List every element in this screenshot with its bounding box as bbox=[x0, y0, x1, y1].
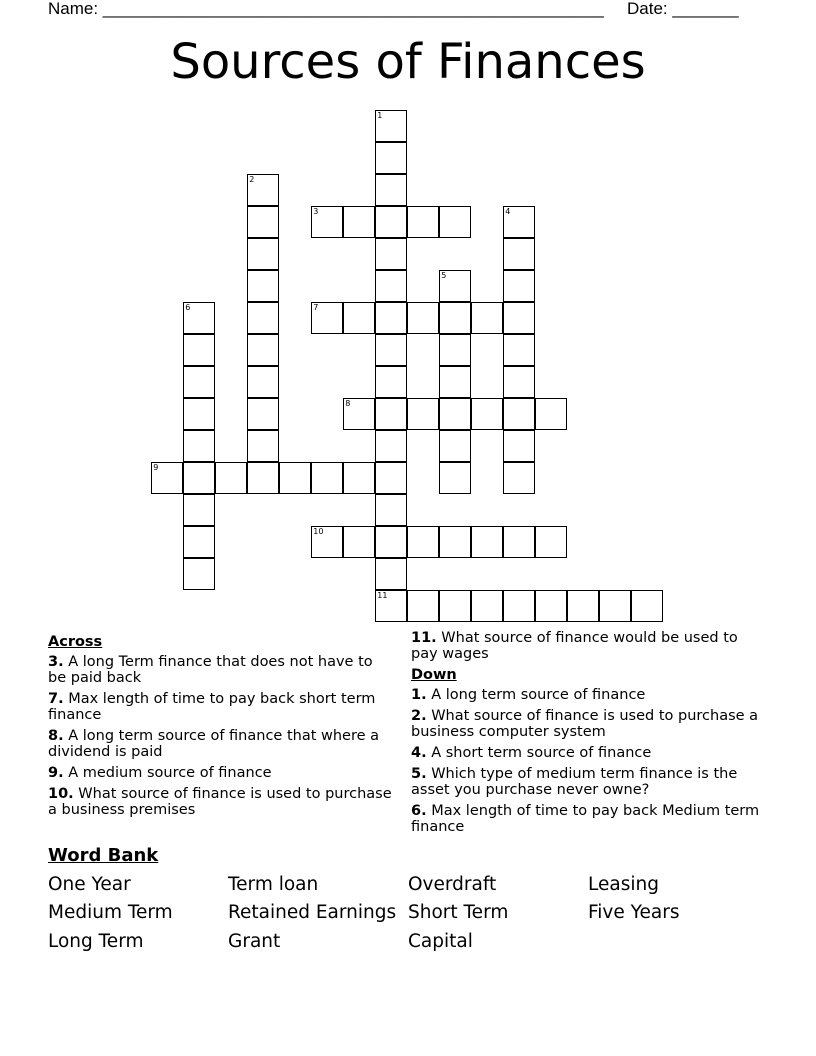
word-bank-item: Short Term bbox=[408, 902, 509, 923]
crossword-cell[interactable] bbox=[343, 526, 375, 558]
crossword-cell[interactable] bbox=[503, 206, 535, 238]
crossword-cell[interactable] bbox=[343, 398, 375, 430]
crossword-cell[interactable] bbox=[375, 494, 407, 526]
cell-number: 10 bbox=[313, 527, 324, 537]
crossword-cell[interactable] bbox=[247, 270, 279, 302]
crossword-cell[interactable] bbox=[375, 590, 407, 622]
word-bank-item: Overdraft bbox=[408, 874, 497, 895]
crossword-cell[interactable] bbox=[439, 398, 471, 430]
crossword-cell[interactable] bbox=[343, 462, 375, 494]
crossword-cell[interactable] bbox=[439, 206, 471, 238]
crossword-cell[interactable] bbox=[503, 270, 535, 302]
crossword-cell[interactable] bbox=[375, 526, 407, 558]
word-bank-title: Word Bank bbox=[48, 845, 159, 866]
crossword-cell[interactable] bbox=[375, 142, 407, 174]
crossword-cell[interactable] bbox=[375, 174, 407, 206]
crossword-cell[interactable] bbox=[215, 462, 247, 494]
clue-across-3: 3. A long Term finance that does not have to be paid back bbox=[48, 654, 373, 686]
crossword-cell[interactable] bbox=[535, 398, 567, 430]
crossword-cell[interactable] bbox=[151, 462, 183, 494]
crossword-cell[interactable] bbox=[183, 558, 215, 590]
word-bank-item: One Year bbox=[48, 874, 131, 895]
clue-across-11: 11. What source of finance would be used to pay wages bbox=[411, 630, 738, 662]
cell-number: 4 bbox=[505, 207, 511, 217]
crossword-cell[interactable] bbox=[503, 238, 535, 270]
crossword-cell[interactable] bbox=[439, 334, 471, 366]
crossword-cell[interactable] bbox=[247, 462, 279, 494]
clue-across-10: 10. What source of finance is used to purchase a business premises bbox=[48, 786, 392, 818]
crossword-cell[interactable] bbox=[247, 334, 279, 366]
clues-left-column bbox=[48, 630, 393, 823]
crossword-cell[interactable] bbox=[247, 430, 279, 462]
crossword-cell[interactable] bbox=[183, 526, 215, 558]
cell-number: 8 bbox=[345, 399, 351, 409]
crossword-cell[interactable] bbox=[247, 174, 279, 206]
crossword-cell[interactable] bbox=[535, 590, 567, 622]
crossword-cell[interactable] bbox=[311, 526, 343, 558]
crossword-cell[interactable] bbox=[183, 462, 215, 494]
crossword-cell[interactable] bbox=[375, 302, 407, 334]
crossword-cell[interactable] bbox=[247, 366, 279, 398]
across-heading: Across bbox=[48, 634, 103, 650]
crossword-cell[interactable] bbox=[183, 494, 215, 526]
word-bank-item: Five Years bbox=[588, 902, 680, 923]
crossword-cell[interactable] bbox=[471, 526, 503, 558]
cell-number: 9 bbox=[153, 463, 159, 473]
down-heading: Down bbox=[411, 667, 457, 683]
crossword-cell[interactable] bbox=[311, 302, 343, 334]
word-bank-item: Grant bbox=[228, 931, 281, 952]
cell-number: 7 bbox=[313, 303, 319, 313]
crossword-cell[interactable] bbox=[535, 526, 567, 558]
crossword-cell[interactable] bbox=[183, 334, 215, 366]
word-bank-item: Leasing bbox=[588, 874, 659, 895]
crossword-cell[interactable] bbox=[375, 270, 407, 302]
crossword-cell[interactable] bbox=[439, 430, 471, 462]
crossword-cell[interactable] bbox=[375, 334, 407, 366]
page-title: Sources of Finances bbox=[170, 34, 646, 90]
crossword-cell[interactable] bbox=[247, 238, 279, 270]
crossword-cell[interactable] bbox=[471, 398, 503, 430]
word-bank-item: Retained Earnings bbox=[228, 902, 397, 923]
cell-number: 1 bbox=[377, 111, 383, 121]
crossword-cell[interactable] bbox=[375, 462, 407, 494]
clue-across-7: 7. Max length of time to pay back short term finance bbox=[48, 691, 376, 723]
crossword-cell[interactable] bbox=[375, 238, 407, 270]
crossword-cell[interactable] bbox=[503, 366, 535, 398]
crossword-cell[interactable] bbox=[407, 590, 439, 622]
crossword-cell[interactable] bbox=[311, 206, 343, 238]
crossword-cell[interactable] bbox=[503, 526, 535, 558]
crossword-cell[interactable] bbox=[183, 366, 215, 398]
clue-across-9: 9. A medium source of finance bbox=[48, 765, 272, 781]
crossword-cell[interactable] bbox=[375, 398, 407, 430]
clue-down-2: 2. What source of finance is used to purchase a business computer system bbox=[411, 708, 759, 740]
crossword-cell[interactable] bbox=[311, 462, 343, 494]
word-bank-item: Capital bbox=[408, 931, 473, 952]
clues-right-column bbox=[411, 630, 761, 840]
cell-number: 5 bbox=[441, 271, 447, 281]
crossword-cell[interactable] bbox=[439, 462, 471, 494]
crossword-cell[interactable] bbox=[247, 302, 279, 334]
crossword-cell[interactable] bbox=[407, 526, 439, 558]
crossword-cell[interactable] bbox=[407, 206, 439, 238]
crossword-cell[interactable] bbox=[407, 398, 439, 430]
crossword-cell[interactable] bbox=[375, 558, 407, 590]
cell-number: 3 bbox=[313, 207, 319, 217]
crossword-cell[interactable] bbox=[247, 398, 279, 430]
cell-number: 2 bbox=[249, 175, 255, 185]
crossword-cell[interactable] bbox=[343, 302, 375, 334]
crossword-cell[interactable] bbox=[439, 590, 471, 622]
crossword-cell[interactable] bbox=[471, 302, 503, 334]
crossword-cell[interactable] bbox=[503, 590, 535, 622]
crossword-cell[interactable] bbox=[183, 302, 215, 334]
crossword-cell[interactable] bbox=[503, 430, 535, 462]
crossword-cell[interactable] bbox=[439, 366, 471, 398]
crossword-cell[interactable] bbox=[439, 270, 471, 302]
crossword-cell[interactable] bbox=[375, 366, 407, 398]
word-bank-item: Medium Term bbox=[48, 902, 173, 923]
clue-down-1: 1. A long term source of finance bbox=[411, 687, 646, 703]
crossword-cell[interactable] bbox=[503, 462, 535, 494]
crossword-cell[interactable] bbox=[279, 462, 311, 494]
crossword-cell[interactable] bbox=[503, 302, 535, 334]
date-field[interactable]: Date: _______ bbox=[627, 0, 739, 18]
crossword-cell[interactable] bbox=[375, 110, 407, 142]
word-bank-item: Term loan bbox=[228, 874, 319, 895]
crossword-cell[interactable] bbox=[375, 206, 407, 238]
clue-down-5: 5. Which type of medium term finance is the asset you purchase never owne? bbox=[411, 766, 738, 798]
cell-number: 6 bbox=[185, 303, 191, 313]
crossword-cell[interactable] bbox=[407, 302, 439, 334]
crossword-cell[interactable] bbox=[503, 398, 535, 430]
crossword-cell[interactable] bbox=[247, 206, 279, 238]
clue-down-4: 4. A short term source of finance bbox=[411, 745, 652, 761]
name-field[interactable]: Name: _____________________________________________________ bbox=[48, 0, 604, 18]
crossword-cell[interactable] bbox=[183, 398, 215, 430]
crossword-cell[interactable] bbox=[183, 430, 215, 462]
crossword-cell[interactable] bbox=[599, 590, 631, 622]
crossword-cell[interactable] bbox=[439, 302, 471, 334]
crossword-cell[interactable] bbox=[439, 526, 471, 558]
word-bank-item: Long Term bbox=[48, 931, 144, 952]
crossword-cell[interactable] bbox=[567, 590, 599, 622]
crossword-cell[interactable] bbox=[503, 334, 535, 366]
crossword-cell[interactable] bbox=[375, 430, 407, 462]
crossword-cell[interactable] bbox=[471, 590, 503, 622]
crossword-cell[interactable] bbox=[343, 206, 375, 238]
cell-number: 11 bbox=[377, 591, 388, 601]
clue-across-8: 8. A long term source of finance that where a dividend is paid bbox=[48, 728, 380, 760]
clue-down-6: 6. Max length of time to pay back Medium term finance bbox=[411, 803, 760, 835]
crossword-cell[interactable] bbox=[631, 590, 663, 622]
